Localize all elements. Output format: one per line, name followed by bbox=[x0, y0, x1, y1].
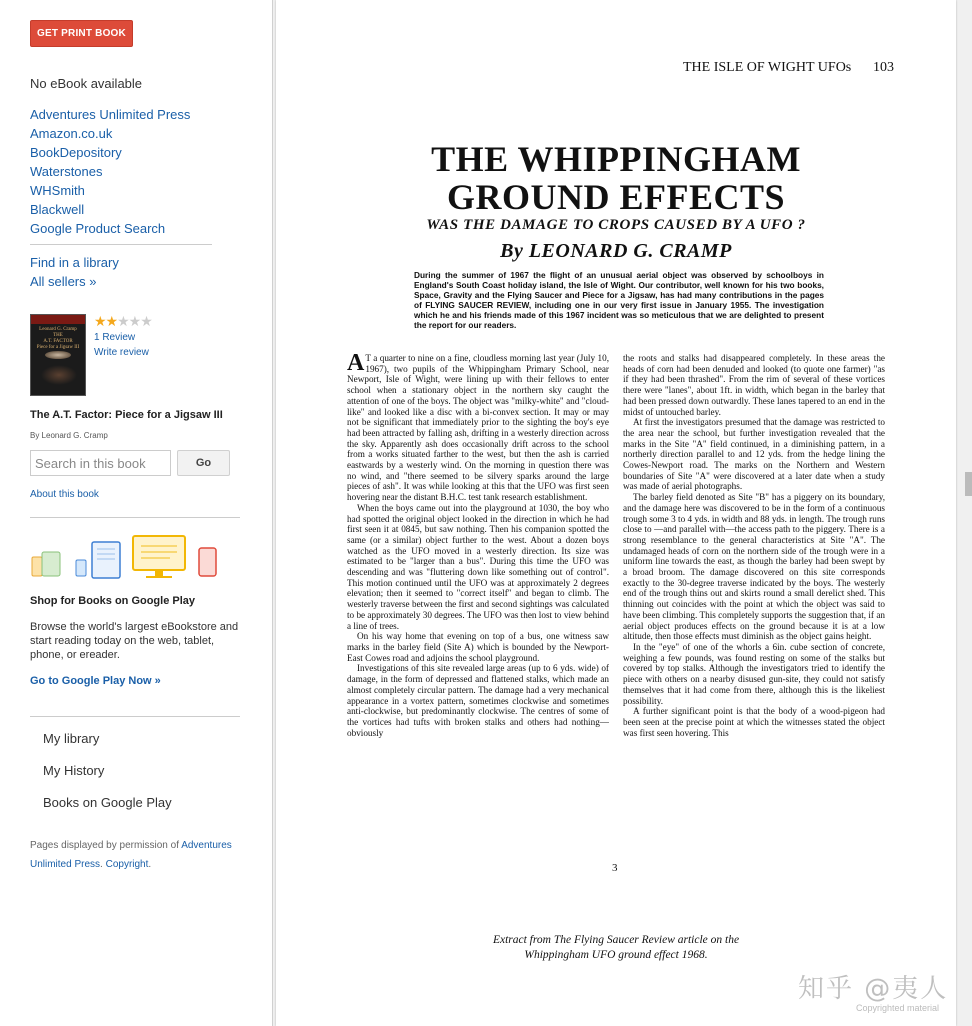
google-play-link[interactable]: Go to Google Play Now » bbox=[30, 675, 161, 687]
book-cover-thumbnail[interactable] bbox=[30, 314, 86, 396]
seller-link[interactable]: BookDepository bbox=[30, 145, 122, 160]
no-ebook-label: No eBook available bbox=[30, 76, 143, 91]
text-column-right bbox=[623, 353, 885, 738]
permission-prefix: Pages displayed by permission of bbox=[30, 840, 182, 851]
phone-icon bbox=[76, 560, 86, 576]
cover-text bbox=[31, 327, 85, 351]
cover-line: Piece for a Jigsaw III bbox=[36, 345, 80, 350]
page-viewer bbox=[272, 0, 972, 1026]
seller-link[interactable]: WHSmith bbox=[30, 183, 85, 198]
paragraph: At first the investigators presumed that the damage was restricted to the area near the school, but further investigation revealed that the marks in the Site "A" field continued, in a diminishing pattern, in a northerly direction parallel to and 12 yds. from the hedge lining the Cowes-Newport road. The marks on the Northern and Western boundaries of Site "A" were discovered at a later date when a study was made of aerial photographs. bbox=[623, 417, 885, 492]
copyrighted-material-note: Copyrighted material bbox=[856, 1003, 940, 1013]
article-title bbox=[276, 140, 956, 216]
running-head: THE ISLE OF WIGHT UFOs bbox=[683, 60, 852, 75]
paragraph: A further significant point is that the body of a wood-pigeon had been seen at the precise point at which the witnesses stated the object was first seen hovering. This bbox=[623, 706, 885, 738]
drop-cap: A bbox=[347, 350, 365, 376]
all-sellers-link[interactable]: All sellers » bbox=[30, 274, 97, 289]
shop-title: Shop for Books on Google Play bbox=[30, 595, 196, 607]
star-rating bbox=[94, 313, 152, 329]
publisher-link[interactable]: Adventures Unlimited Press bbox=[30, 840, 232, 870]
article-subtitle: WAS THE DAMAGE TO CROPS CAUSED BY A UFO ? bbox=[426, 217, 806, 233]
caption-line: Whippingham UFO ground effect 1968. bbox=[524, 949, 708, 961]
star-empty-icon: ★★★ bbox=[117, 313, 152, 329]
copyright-link[interactable]: Copyright bbox=[105, 859, 149, 870]
book-title: The A.T. Factor: Piece for a Jigsaw III bbox=[30, 409, 223, 421]
get-print-book-button[interactable]: GET PRINT BOOK bbox=[30, 20, 133, 47]
scrollbar-thumb[interactable] bbox=[965, 472, 972, 496]
text-column-left bbox=[347, 350, 609, 738]
page-caption bbox=[276, 933, 956, 963]
title-line: THE WHIPPINGHAM bbox=[431, 139, 801, 179]
cover-band bbox=[31, 315, 85, 324]
cover-glow bbox=[41, 365, 77, 385]
find-in-library-link[interactable]: Find in a library bbox=[30, 255, 119, 270]
caption-line: Extract from The Flying Saucer Review article on the bbox=[492, 934, 740, 946]
seller-link[interactable]: Adventures Unlimited Press bbox=[30, 107, 191, 122]
sidebar bbox=[0, 0, 272, 1026]
divider bbox=[30, 716, 240, 717]
paragraph-text: T a quarter to nine on a fine, cloudless morning last year (July 10, 1967), two pupils of the Whippingham Primary School, near Newport, Isle of Wight, were lining up with their fellows to enter school when a stationary object in the northern sky caught the attention of one of the boys. The object was "milky-white" and "cloud-like" and looked like a disc with a bi-convex section. It may or may not be significant that immediately prior to the sighting the boy's eye had been attracted by falling ash, drifting in a westerly direction across the sky. Apparently ash does occasionally drift across to the school from a works situated farther to the west, but then the ash is carried eastwards by a westerly wind. On the morning in question there was no wind, and "there seemed to be silvery sparks around the large pieces of ash". It was while looking at this that the UFO was first seen hovering near the distant B.H.C. test tank research establishment. bbox=[347, 353, 609, 503]
my-history-link[interactable]: My History bbox=[43, 763, 105, 778]
paragraph bbox=[347, 350, 609, 503]
seller-link[interactable]: Google Product Search bbox=[30, 221, 166, 236]
divider bbox=[30, 244, 212, 245]
seller-link[interactable]: Blackwell bbox=[30, 202, 85, 217]
paragraph: When the boys came out into the playground at 1030, the boy who had spotted the original object looked in the direction in which he had first seen it at 0845, but saw nothing. Then his companion spotted the same (or a similar) object further to the west. About a dozen boys watched as the UFO moved in a westerly direction. Its size was estimated to be "larger than a bus". During this time the UFO was descending and was "fluttering down like something out of control". This motion continued until the UFO was at approximately 2 degrees elevation; then it seemed to "correct itself" and began to climb. The westerly traverse between the first and second sightings was calculated to be approximately 30 degrees. The UFO was then lost to view behind a line of trees. bbox=[347, 502, 609, 631]
cover-author: Leonard G. Cramp bbox=[39, 327, 77, 332]
my-library-link[interactable]: My library bbox=[43, 731, 100, 746]
devices-illustration bbox=[30, 534, 222, 582]
article-byline: By LEONARD G. CRAMP bbox=[500, 240, 732, 262]
book-page bbox=[276, 0, 956, 1026]
book-author: By Leonard G. Cramp bbox=[30, 431, 108, 440]
folio-number: 3 bbox=[612, 862, 618, 874]
library-links bbox=[30, 255, 119, 293]
divider bbox=[30, 517, 240, 518]
paragraph: On his way home that evening on top of a bus, one witness saw marks in the barley field (Site A) which is bounded by the Newport-East Cowes road and adjoins the school playground. bbox=[347, 631, 609, 663]
review-count-link[interactable]: 1 Review bbox=[94, 332, 136, 343]
search-in-book-input[interactable] bbox=[30, 450, 171, 476]
paragraph: In the "eye" of one of the whorls a 6in. cube section of concrete, weighing a few pounds, was found resting on some of the stalks but covered by top stalks. Although the investigators tried to identify the piece with others on a nearby disused gun-site, they could not satisfy themselves that it had come from there, although this is the likeliest possibility. bbox=[623, 641, 885, 706]
paragraph: The barley field denoted as Site "B" has a piggery on its boundary, and the damage here was discovered to be in the form of a continuous trough some 3 to 4 yds. in width and 88 yds. in length. The trough runs close to —and parallel with—the access path to the piggery. There is a strong resemblance to the general characteristics at Site "A". The undamaged heads of corn on the northern side of the trough were in a uniform line towards the east, as though the barley had been swept by a broad broom. The damage discovered on this site corresponds exactly to the 30-degree traverse indicated by the boys. The westerly end of the trough thins out and skirts round a small derelict shed. This thinning out coincides with the point at which the object was said to have been climbing. This completely supports the suggestion that, if an aerial object produces effects on the ground because it is at a low altitude, then those effects must diminish as the object gains height. bbox=[623, 492, 885, 642]
watermark: 知乎 @夷人 bbox=[798, 974, 949, 1004]
paragraph: Investigations of this site revealed large areas (up to 6 yds. wide) of damage, in the form of depressed and flattened stalks, which made an almost completely circular pattern. The damage had a very mechanical appearance in a vortex pattern, sometimes clockwise and sometimes anti-clockwise, but predominantly clockwise. The centres of some of the vortices had tufts with broken stalks and others had nothing—obviously bbox=[347, 663, 609, 738]
phone-icon bbox=[199, 548, 216, 576]
tablet-icon bbox=[42, 552, 60, 576]
seller-link[interactable]: Amazon.co.uk bbox=[30, 126, 113, 141]
star-filled-icon: ★★ bbox=[94, 313, 118, 329]
seller-list bbox=[30, 107, 190, 240]
about-this-book-link[interactable]: About this book bbox=[30, 489, 99, 500]
cover-ufo-illustration bbox=[45, 351, 71, 359]
phone-icon bbox=[32, 557, 42, 576]
paragraph: the roots and stalks had disappeared completely. In these areas the heads of corn had been denuded and looked (to quote one farmer) "as if they had been thrashed". From the rim of several of these vortices there were "lanes", about 1ft. in width, which began in the barley that had been pressed down outwardly. These lanes tapered to an end in the midst of untouched barley. bbox=[623, 353, 885, 417]
page-number: 103 bbox=[873, 60, 894, 75]
write-review-link[interactable]: Write review bbox=[94, 347, 149, 358]
cover-line: THE bbox=[53, 333, 63, 338]
seller-link[interactable]: Waterstones bbox=[30, 164, 103, 179]
article-intro: During the summer of 1967 the flight of an unusual aerial object was observed by schoolboys in England's South Coast holiday island, the Isle of Wight. Our contributor, well known for his two books, Space, Gravity and the Flying Saucer and Piece for a Jigsaw, has had many contributions in the pages of FLYING SAUCER REVIEW, including one in our very first issue in January 1955. The investigation which he and his friends made of this 1967 incident was so meticulous that we are delighted to present the report for our readers. bbox=[414, 270, 824, 330]
books-on-google-play-link[interactable]: Books on Google Play bbox=[43, 795, 172, 810]
ereader-icon bbox=[92, 542, 120, 578]
title-line: GROUND EFFECTS bbox=[446, 177, 786, 217]
monitor-icon bbox=[133, 536, 185, 578]
shop-description: Browse the world's largest eBookstore and start reading today on the web, tablet, phone, or ereader. bbox=[30, 621, 239, 661]
cover-line: A.T. FACTOR bbox=[43, 339, 73, 344]
permission-note: Pages displayed by permission of Adventures Unlimited Press. Copyright. bbox=[30, 840, 232, 870]
search-go-button[interactable]: Go bbox=[177, 450, 230, 476]
